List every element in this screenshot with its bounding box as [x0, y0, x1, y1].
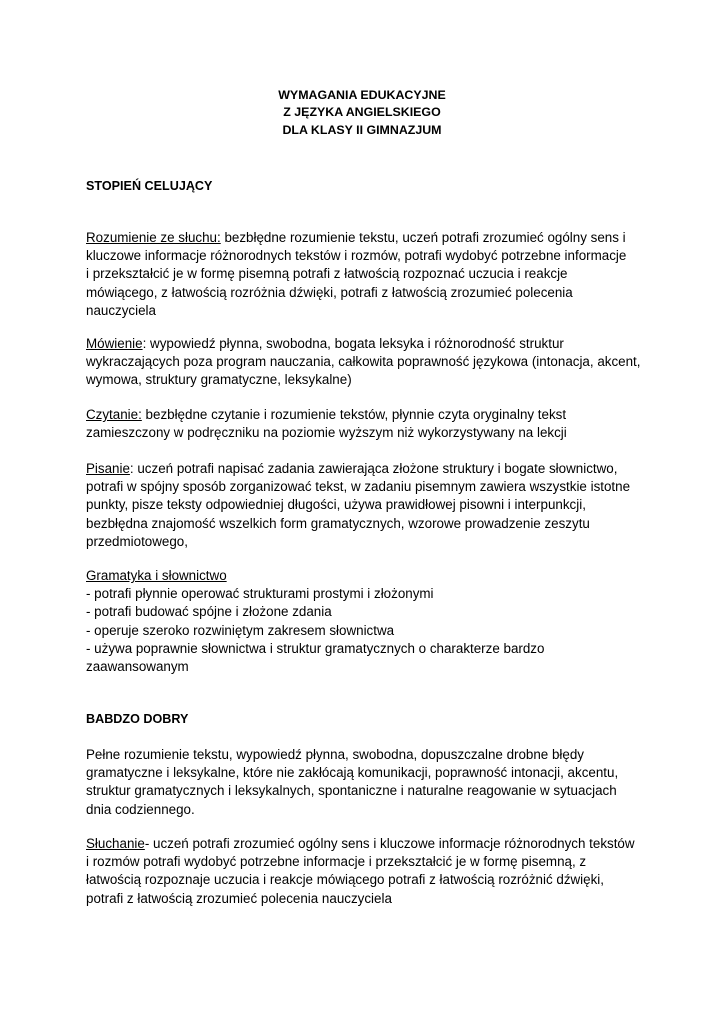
list-item: - operuje szeroko rozwiniętym zakresem słownictwa [86, 622, 395, 638]
label-gramatyka: Gramatyka i słownictwo [86, 568, 227, 583]
label-czytanie: Czytanie: [86, 407, 142, 422]
paragraph-czytanie [86, 406, 646, 442]
list-item: - używa poprawnie słownictwa i struktur gramatycznych o charakterze bardzo [86, 640, 545, 656]
text-line: nauczyciela [86, 302, 156, 318]
text-line: gramatyczne i leksykalne, które nie zakłócają komunikacji, poprawność intonacji, akcentu, [86, 765, 619, 781]
section-heading-bardzo-dobry: BABDZO DOBRY [86, 712, 189, 726]
text-line: i rozmów potrafi wydobyć potrzebne informacje i przekształcić je w formę pisemną, z [86, 854, 587, 870]
text-line: zamieszczony w podręczniku na poziomie wyższym niż wykorzystywany na lekcji [86, 425, 567, 441]
text-line: : uczeń potrafi napisać zadania zawierająca złożone struktury i bogate słownictwo, [129, 461, 618, 476]
text-line: : wypowiedź płynna, swobodna, bogata leksyka i różnorodność struktur [142, 336, 564, 351]
label-sluchanie: Słuchanie [86, 836, 145, 851]
text-line: bezbłędna znajomość wszelkich form gramatycznych, wzorowe prowadzenie zeszytu [86, 515, 590, 531]
label-rozumienie: Rozumienie ze słuchu: [86, 230, 221, 245]
text-line: dnia codziennego. [86, 801, 195, 817]
paragraph-mowienie [86, 335, 646, 390]
text-line: bezbłędne rozumienie tekstu, uczeń potrafi zrozumieć ogólny sens i [220, 230, 626, 245]
list-item: - potrafi budować spójne i złożone zdania [86, 604, 332, 620]
paragraph-gramatyka [86, 567, 646, 676]
text-line: struktur gramatycznych i leksykalnych, spontaniczne i naturalne reagowanie w sytuacjach [86, 783, 617, 799]
text-line: i przekształcić je w formę pisemną potrafi z łatwością rozpoznać uczucia i reakcje [86, 266, 568, 282]
text-line: bezbłędne czytanie i rozumienie tekstów, płynnie czyta oryginalny tekst [141, 407, 567, 422]
title-line-2: Z JĘZYKA ANGIELSKIEGO [283, 105, 441, 120]
text-line: - uczeń potrafi zrozumieć ogólny sens i kluczowe informacje różnorodnych tekstów [144, 836, 635, 851]
section-heading-celujacy: STOPIEŃ CELUJĄCY [86, 179, 213, 193]
text-line: Pełne rozumienie tekstu, wypowiedź płynna, swobodna, dopuszczalne drobne błędy [86, 747, 584, 762]
text-line: zaawansowanym [86, 659, 189, 675]
title-line-3: DLA KLASY II GIMNAZJUM [282, 122, 442, 137]
paragraph-rozumienie [86, 229, 646, 320]
text-line: punkty, pisze teksty odpowiedniej długości, używa prawidłowej pisowni i interpunkcji, [86, 497, 586, 513]
text-line: łatwością rozpoznaje uczucia i reakcje mówiącego potrafi z łatwością rozróżnić dźwięki, [86, 872, 604, 888]
label-pisanie: Pisanie [86, 461, 130, 476]
paragraph-intro [86, 746, 646, 819]
text-line: kluczowe informacje różnorodnych tekstów i rozmów, potrafi wydobyć potrzebne informacje [86, 248, 627, 264]
text-line: potrafi z łatwością zrozumieć polecenia nauczyciela [86, 890, 392, 906]
document-title [86, 87, 638, 139]
text-line: potrafi w spójny sposób zorganizować tekst, w zadaniu pisemnym zawiera wszystkie istotne [86, 479, 631, 495]
text-line: wykraczających poza program nauczania, całkowita poprawność językowa (intonacja, akcent, [86, 354, 641, 370]
label-mowienie: Mówienie [86, 336, 143, 351]
text-line: mówiącego, z łatwością rozróżnia dźwięki, potrafi z łatwością zrozumieć polecenia [86, 284, 573, 300]
text-line: wymowa, struktury gramatyczne, leksykalne) [86, 372, 352, 388]
title-line-1: WYMAGANIA EDUKACYJNE [278, 88, 446, 102]
paragraph-pisanie [86, 460, 646, 551]
paragraph-sluchanie [86, 835, 646, 908]
list-item: - potrafi płynnie operować strukturami prostymi i złożonymi [86, 586, 434, 602]
text-line: przedmiotowego, [86, 533, 188, 549]
